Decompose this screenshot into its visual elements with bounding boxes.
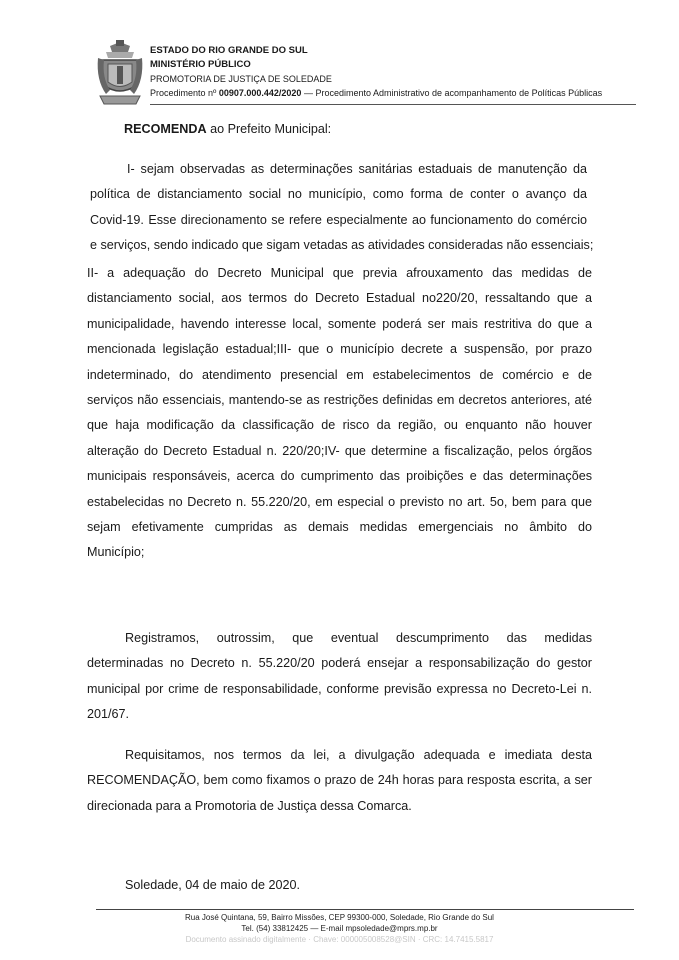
paragraph-line: Covid-19. Esse direcionamento se refere especialmente ao funcionamento do comércio (90, 212, 587, 227)
paragraph-line: Município; (87, 545, 145, 560)
paragraph-registramos (87, 626, 592, 728)
intro-text: ao Prefeito Municipal: (210, 122, 332, 136)
intro-keyword: RECOMENDA (124, 122, 207, 136)
state-name: ESTADO DO RIO GRANDE DO SUL (150, 45, 308, 56)
intro-line (124, 117, 331, 142)
document-header (96, 40, 636, 114)
ministry-name: MINISTÉRIO PÚBLICO (150, 59, 251, 70)
paragraph-line: alteração do Decreto Estadual n. 220/20;IV- que determine a fiscalização, pelos órgãos (87, 443, 592, 458)
document-footer (0, 912, 679, 945)
paragraph-line: sejam efetivamente cumpridas as demais medidas emergenciais no âmbito do (87, 520, 592, 535)
paragraph-line: I- sejam observadas as determinações sanitárias estaduais de manutenção da (127, 162, 587, 176)
paragraph-line: 201/67. (87, 707, 130, 722)
footer-divider (96, 909, 634, 910)
paragraph-line: indeterminado, do atendimento presencial em estabelecimentos de comércio e de (87, 367, 592, 382)
paragraph-line: e serviços, sendo indicado que sigam vetadas as atividades consideradas não essenciais; (90, 238, 594, 253)
paragraph-line: serviços não essenciais, mantendo-se as restrições definidas em decretos anteriores, até (87, 393, 592, 408)
procedure-line (150, 86, 602, 100)
paragraph-line: municipalidade, havendo interesse local, somente poderá ser mais restritiva do que a (87, 316, 592, 331)
paragraph-line: que haja modificação da classificação de risco da região, ou enquanto não houver (87, 418, 592, 433)
state-coat-of-arms-icon (96, 40, 144, 110)
date-line: Soledade, 04 de maio de 2020. (125, 878, 301, 892)
paragraph-requisitamos (87, 743, 592, 819)
paragraph-item-1 (90, 157, 594, 259)
paragraph-line: municipal por crime de responsabilidade, conforme previsão expressa no Decreto-Lei n. (87, 681, 592, 696)
digital-signature-note: Documento assinado digitalmente · Chave: 000005008528@SIN · CRC: 14.7415.5817 (185, 935, 494, 944)
footer-address: Rua José Quintana, 59, Bairro Missões, CEP 99300-000, Soledade, Rio Grande do Sul (185, 913, 494, 922)
header-divider (150, 104, 636, 105)
paragraph-line: estabelecidas no Decreto n. 55.220/20, em especial o previsto no art. 5o, bem para que (87, 494, 592, 509)
paragraph-line: municipais responsáveis, acerca do cumprimento das proibições e das determinações (87, 469, 592, 484)
paragraph-line: direcionada para a Promotoria de Justiça dessa Comarca. (87, 798, 412, 813)
procedure-description: — Procedimento Administrativo de acompanhamento de Políticas Públicas (303, 88, 603, 98)
footer-contact: Tel. (54) 33812425 — E-mail mpsoledade@mprs.mp.br (241, 924, 438, 933)
office-name: PROMOTORIA DE JUSTIÇA DE SOLEDADE (150, 74, 332, 84)
paragraph-line: determinadas no Decreto n. 55.220/20 poderá ensejar a responsabilização do gestor (87, 656, 592, 671)
procedure-number: 00907.000.442/2020 (218, 88, 302, 98)
procedure-prefix: Procedimento nº (150, 88, 217, 98)
paragraph-line: distanciamento social, aos termos do Decreto Estadual no220/20, ressaltando que a (87, 291, 592, 306)
paragraph-line: política de distanciamento social no município, como forma de conter o avanço da (90, 187, 587, 202)
paragraph-line: Requisitamos, nos termos da lei, a divulgação adequada e imediata desta (125, 748, 592, 762)
paragraph-line: mencionada legislação estadual;III- que o município decrete a suspensão, por prazo (87, 342, 592, 357)
paragraph-item-2 (87, 261, 592, 566)
paragraph-line: RECOMENDAÇÃO, bem como fixamos o prazo de 24h horas para resposta escrita, a ser (87, 773, 592, 788)
paragraph-line: Registramos, outrossim, que eventual descumprimento das medidas (125, 631, 592, 645)
paragraph-line: II- a adequação do Decreto Municipal que previa afrouxamento das medidas de (87, 266, 592, 280)
